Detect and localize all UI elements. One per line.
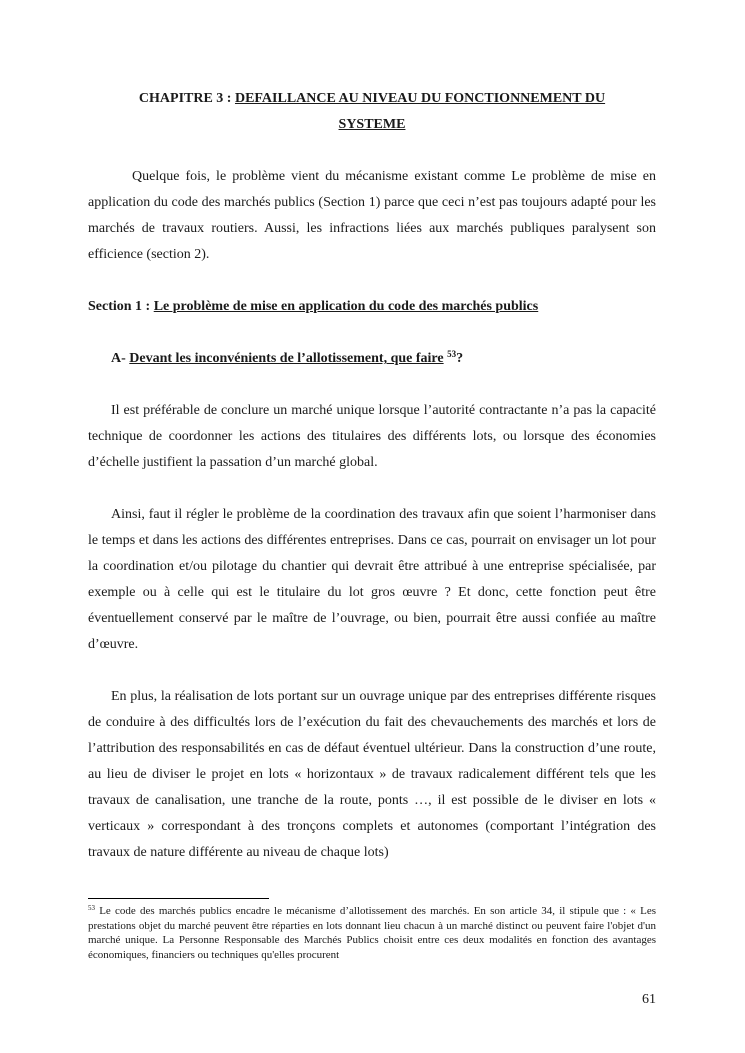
subsection-a-prefix: A- [111,351,130,366]
subsection-a-heading [88,346,656,372]
footnote-reference[interactable]: 53 [447,349,457,359]
paragraph-3: En plus, la réalisation de lots portant sur un ouvrage unique par des entreprises différente risques de conduire à des difficultés lors de l’exécution du fait des chevauchements des marchés et lors de l’attribution des responsabilités en cas de défaut éventuel ultérieur. Dans la construction d’une route, au lieu de diviser le projet en lots « horizontaux » de travaux radicalement différent tels que les travaux de canalisation, une tranche de la route, ponts …, il est possible de le diviser en lots « verticaux » correspondant à des tronçons complets et autonomes (comportant l’intégration des travaux de nature différente au niveau de chaque lots) [88,689,656,860]
chapter-title [88,86,656,138]
chapter-title-line1: DEFAILLANCE AU NIVEAU DU FONCTIONNEMENT DU [234,91,606,106]
subsection-a-title: Devant les inconvénients de l’allotissement, que faire [129,351,444,366]
paragraph-2: Ainsi, faut il régler le problème de la coordination des travaux afin que soient l’harmoniser dans le temps et dans les actions des différentes entreprises. Dans ce cas, pourrait on envisager un lot pour la coordination et/ou pilotage du chantier qui devrait être attribué à une entreprise spécialisée, par exemple ou à celle qui est le titulaire du lot gros œuvre ? Et donc, cette fonction peut être éventuellement conservé par le maître de l’ouvrage, ou bien, pourrait être aussi confiée au maître d’œuvre. [88,507,656,652]
chapter-prefix: CHAPITRE 3 : [138,91,235,106]
paragraph-1: Il est préférable de conclure un marché unique lorsque l’autorité contractante n’a pas la capacité technique de coordonner les actions des titulaires des différents lots, ou lorsque des économies d’échelle justifient la passation d’un marché global. [88,403,656,470]
section-1-title: Le problème de mise en application du code des marchés publics [153,299,539,314]
section-1-prefix: Section 1 : [88,299,154,314]
page-body [88,86,656,866]
footnote [88,904,656,962]
subsection-a-suffix: ? [456,351,464,366]
chapter-title-line2: SYSTEME [338,117,406,132]
page-number: 61 [642,992,656,1007]
footnote-text: Le code des marchés publics encadre le mécanisme d’allotissement des marchés. En son article 34, il stipule que : « Les prestations objet du marché peuvent être réparties en lots donnant lieu chacun à un marché distinct ou peuvent faire l'objet d'un marché unique. La Personne Responsable des Marchés Publics choisit entre ces deux modalités en fonction des avantages économiques, financiers ou techniques qu'elles procurent [88,905,656,961]
footnote-separator [88,898,269,899]
footnote-number: 53 [88,904,95,912]
section-1-heading [88,294,656,320]
intro-paragraph: Quelque fois, le problème vient du mécanisme existant comme Le problème de mise en application du code des marchés publics (Section 1) parce que ceci n’est pas toujours adapté pour les marchés de travaux routiers. Aussi, les infractions liées aux marchés publiques paralysent son efficience (section 2). [88,169,656,262]
